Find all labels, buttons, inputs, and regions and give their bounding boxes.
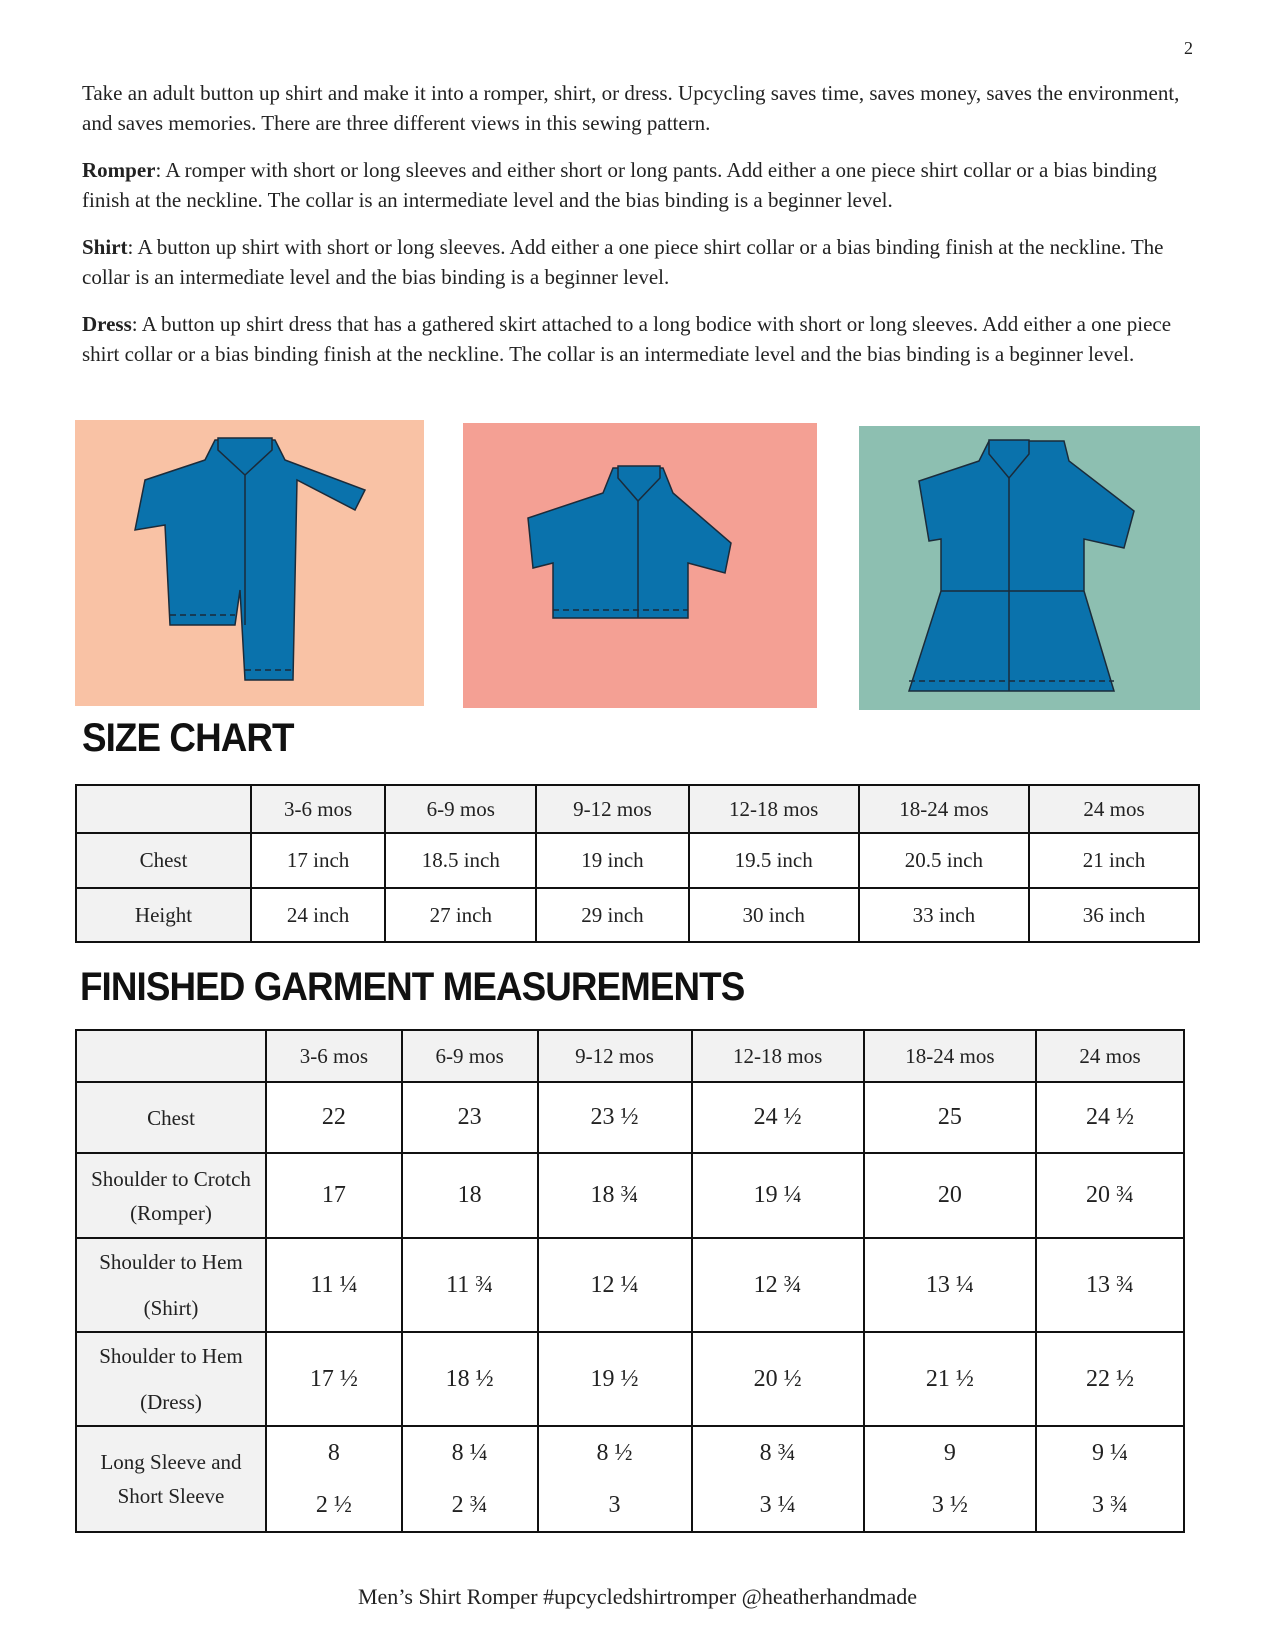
column-header: 18-24 mos bbox=[859, 785, 1029, 833]
finished-measurements-title: FINISHED GARMENT MEASUREMENTS bbox=[80, 965, 745, 1009]
column-header: 24 mos bbox=[1029, 785, 1199, 833]
intro-paragraph: Take an adult button up shirt and make it into a romper, shirt, or dress. Upcycling saves time, saves money, saves the environment, and saves memories. There are three different views in this sewing pattern. bbox=[82, 81, 1180, 135]
footer: Men’s Shirt Romper #upcycledshirtromper @heatherhandmade bbox=[357, 1584, 918, 1609]
table-header-row bbox=[76, 1030, 1184, 1082]
intro bbox=[82, 78, 1200, 386]
table-row: Shoulder to Hem (Shirt) 11 ¼ 11 ¾ 12 ¼ 12 ¾ 13 ¼ 13 ¾ bbox=[76, 1238, 1184, 1332]
view-romper: Romper: A romper with short or long sleeves and either short or long pants. Add either a one piece shirt collar or a bias binding finish at the neckline. The collar is an intermediate level and the bias binding is a beginner level. bbox=[82, 158, 1157, 212]
romper-illustration bbox=[75, 420, 424, 706]
size-chart-title: SIZE CHART bbox=[82, 716, 294, 760]
column-header: 12-18 mos bbox=[692, 1030, 864, 1082]
table-row: Shoulder to Crotch (Romper) 17 18 18 ¾ 19 ¼ 20 20 ¾ bbox=[76, 1153, 1184, 1238]
column-header: 9-12 mos bbox=[536, 785, 688, 833]
column-header: 9-12 mos bbox=[538, 1030, 692, 1082]
row-label: Chest bbox=[76, 1082, 266, 1153]
view-dress: Dress: A button up shirt dress that has a gathered skirt attached to a long bodice with short or long sleeves. Add either a one piece shirt collar or a bias binding finish at the neckline. The collar is an intermediate level and the bias binding is a beginner level. bbox=[82, 312, 1172, 366]
column-header: 24 mos bbox=[1036, 1030, 1184, 1082]
row-label: Shoulder to Hem (Shirt) bbox=[76, 1238, 266, 1332]
row-label: Shoulder to Crotch (Romper) bbox=[76, 1153, 266, 1238]
column-header: 6-9 mos bbox=[385, 785, 536, 833]
page-number: 2 bbox=[1184, 38, 1193, 58]
view-shirt: Shirt: A button up shirt with short or long sleeves. Add either a one piece shirt collar or a bias binding finish at the neckline. The collar is an intermediate level and the bias binding is a beginner level. bbox=[82, 235, 1164, 289]
size-chart-table bbox=[75, 784, 1200, 943]
table-header-row bbox=[76, 785, 1199, 833]
table-row: Chest 17 inch 18.5 inch 19 inch 19.5 inch 20.5 inch 21 inch bbox=[76, 833, 1199, 888]
column-header: 12-18 mos bbox=[689, 785, 859, 833]
finished-measurements-table bbox=[75, 1029, 1185, 1533]
column-header: 3-6 mos bbox=[251, 785, 385, 833]
table-row: Shoulder to Hem (Dress) 17 ½ 18 ½ 19 ½ 20 ½ 21 ½ 22 ½ bbox=[76, 1332, 1184, 1426]
table-row-sleeve: Long Sleeve and Short Sleeve 8 2 ½ 8 ¼ 2 ¾ 8 ½ 3 8 ¾ 3 ¼ 9 3 ½ 9 ¼ 3 ¾ bbox=[76, 1426, 1184, 1532]
row-label: Height bbox=[76, 888, 251, 942]
dress-illustration bbox=[859, 426, 1200, 710]
row-label: Long Sleeve and Short Sleeve bbox=[76, 1426, 266, 1532]
shirt-illustration bbox=[463, 423, 817, 708]
row-label: Chest bbox=[76, 833, 251, 888]
table-row: Chest 22 23 23 ½ 24 ½ 25 24 ½ bbox=[76, 1082, 1184, 1153]
column-header: 6-9 mos bbox=[402, 1030, 538, 1082]
column-header: 18-24 mos bbox=[864, 1030, 1036, 1082]
table-row: Height 24 inch 27 inch 29 inch 30 inch 33 inch 36 inch bbox=[76, 888, 1199, 942]
row-label: Shoulder to Hem (Dress) bbox=[76, 1332, 266, 1426]
column-header: 3-6 mos bbox=[266, 1030, 402, 1082]
